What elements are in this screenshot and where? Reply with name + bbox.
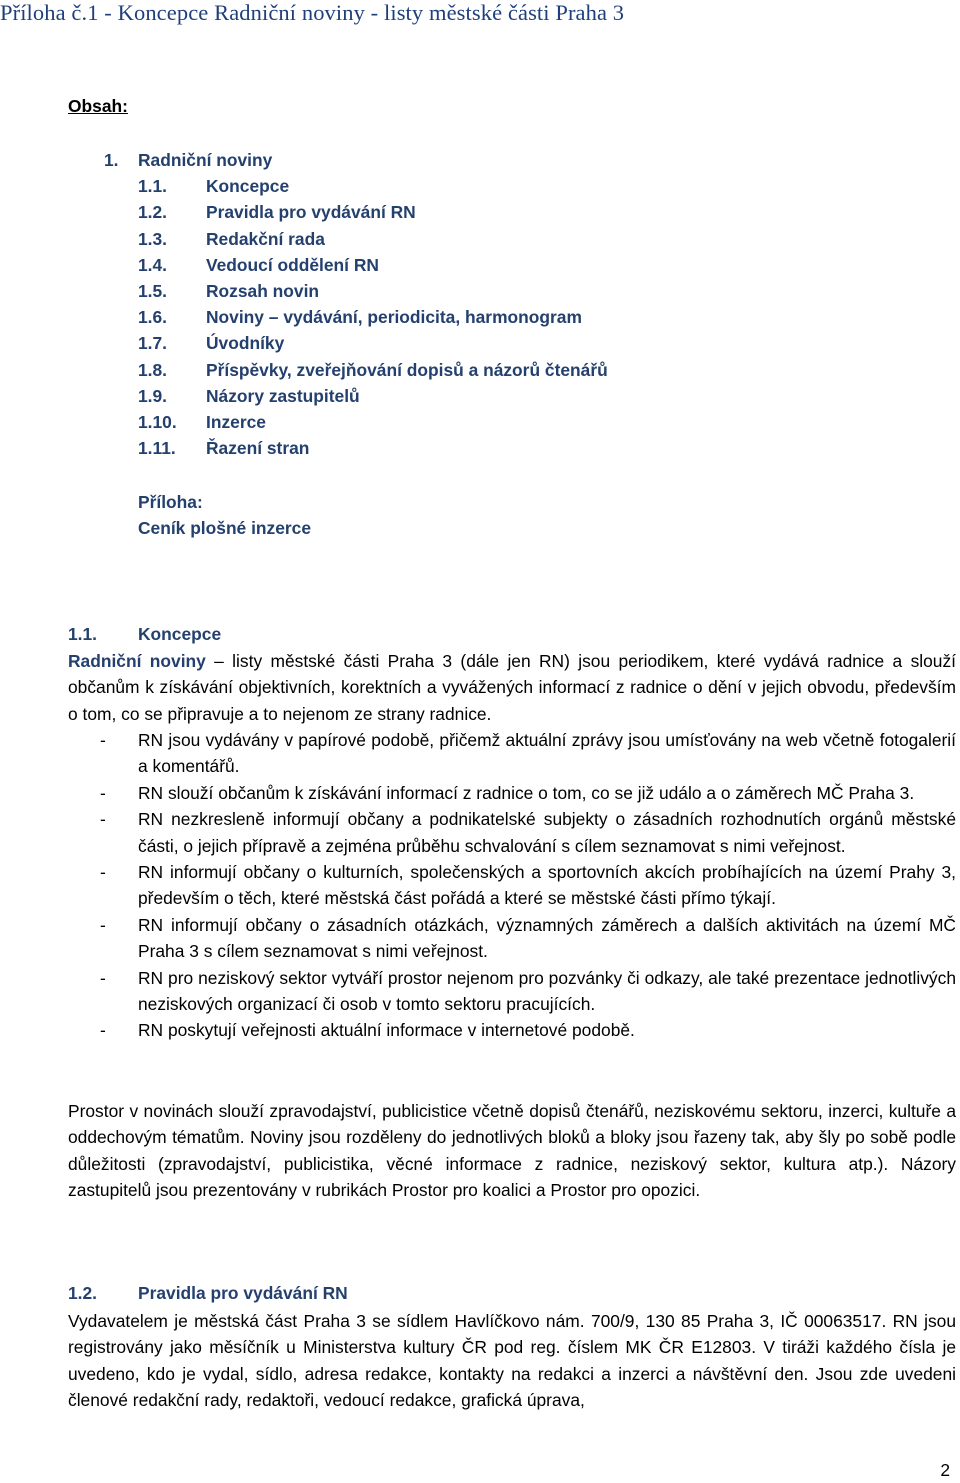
section-1-1-bullets [68,727,956,1044]
section-number: 1.2. [68,1283,98,1303]
bullet-item [68,727,956,780]
bullet-text: RN pro neziskový sektor vytváří prostor nejenom pro pozvánky či odkazy, ale také prezentace jednotlivých neziskových organizací či osob v tomto sektoru pracujících. [138,967,956,1015]
appendix-label: Příloha: [138,492,203,512]
toc-item-label: Názory zastupitelů [206,385,360,406]
toc-item-label: Redakční rada [206,228,325,249]
toc-item-number: 1.8. [138,359,168,380]
toc-item-label: Příspěvky, zveřejňování dopisů a názorů čtenářů [206,359,608,380]
section-number: 1.1. [68,624,98,644]
toc-item-number: 1.1. [138,176,168,197]
bullet-dash: - [100,809,106,830]
toc-item-label: Rozsah novin [206,281,320,301]
intro-rest: – listy městské části Praha 3 (dále jen RN) jsou periodikem, které vydává radnice a slouží občanům k získávání objektivních, korektních a vyvážených informací z radnice o dění v jejich obvodu, především o tom, co se připravuje a to nejenom ze strany radnice. [68,651,956,724]
document-header: Příloha č.1 - Koncepce Radniční noviny - listy městské části Praha 3 [0,0,625,25]
toc-item-number: 1. [104,150,119,170]
toc-item-number: 1.4. [138,254,168,275]
bullet-text: RN slouží občanům k získávání informací z radnice o tom, co se již událo a o záměrech MČ Praha 3. [138,782,915,803]
toc-item-number: 1.9. [138,385,168,406]
section-title: Pravidla pro vydávání RN [138,1283,348,1303]
toc-item-label: Pravidla pro vydávání RN [206,202,416,223]
bullet-text: RN poskytují veřejnosti aktuální informace v internetové podobě. [138,1020,635,1041]
bullet-item [68,806,956,859]
toc-item-label: Noviny – vydávání, periodicita, harmonogram [206,307,582,328]
toc-item-number: 1.7. [138,333,168,354]
section-title: Koncepce [138,624,222,644]
bullet-item [68,912,956,965]
appendix-item: Ceník plošné inzerce [138,518,311,538]
bullet-dash: - [100,862,106,883]
toc-title: Obsah: [68,96,128,116]
toc-item-label: Inzerce [206,412,266,432]
toc-item-number: 1.3. [138,228,168,249]
section-1-2-text: Vydavatelem je městská část Praha 3 se sídlem Havlíčkovo nám. 700/9, 130 85 Praha 3, IČ 00063517. RN jsou registrovány jako měsíčník u Ministerstva kultury ČR pod reg. číslem MK ČR E12803. V tiráži každého čísla je uvedeno, kdo je vydal, sídlo, adresa redakce, kontakty na redakci a inzerci a návštěvní den. Jsou zde uvedeni členové redakční rady, redaktoři, vedoucí redakce, grafická úprava, [68,1311,956,1411]
bullet-item [68,965,956,1018]
bullet-dash: - [100,967,106,988]
bullet-dash: - [100,782,106,803]
bullet-dash: - [100,1020,106,1041]
toc-item-label: Koncepce [206,176,290,197]
toc-item-number: 1.11. [138,438,176,459]
section-1-2-heading [68,1283,348,1304]
section-1-1-intro [68,648,956,727]
toc-item-number: 1.10. [138,412,177,432]
bullet-dash: - [100,730,106,750]
toc-item-label: Úvodníky [206,333,285,354]
bullet-text: RN jsou vydávány v papírové podobě, přičemž aktuální zprávy jsou umísťovány na web včetně fotogalerií a komentářů. [138,730,956,777]
bullet-text: RN informují občany o zásadních otázkách, významných záměrech a dalších aktivitách na území MČ Praha 3 s cílem seznamovat s nimi veřejnost. [138,914,956,962]
page-number: 2 [940,1460,950,1480]
toc-item-label: Vedoucí oddělení RN [206,254,379,275]
toc-item-number: 1.2. [138,202,168,223]
bullet-item [68,859,956,912]
bullet-dash: - [100,914,106,935]
bullet-text: RN informují občany o kulturních, společenských a sportovních akcích probíhajících na území Prahy 3, především o těch, které městská část pořádá a které se městské části přímo týkají. [138,862,956,909]
section-1-1-closing: Prostor v novinách slouží zpravodajství, publicistice včetně dopisů čtenářů, neziskovému sektoru, inzerci, kultuře a oddechovým tématům. Noviny jsou rozděleny do jednotlivých bloků a bloky jsou řazeny tak, aby šly po sobě podle důležitosti (zpravodajství, publicistika, věcné informace z radnice, neziskový sektor, kultura atp.). Názory zastupitelů jsou prezentovány v rubrikách Prostor pro koalici a Prostor pro opozici. [68,1101,956,1201]
toc-item-label: Řazení stran [206,438,310,459]
intro-lead: Radniční noviny [68,651,206,671]
bullet-text: RN nezkresleně informují občany a podnikatelské subjekty o zásadních rozhodnutích orgánů městské části, o jejich přípravě a zejména průběhu schvalování s cílem seznamovat s nimi veřejnost. [138,809,956,856]
toc-item-label: Radniční noviny [138,150,273,170]
bullet-item [68,780,956,806]
bullet-item [68,1017,956,1043]
toc-item-number: 1.5. [138,281,168,301]
section-1-1-heading [68,624,222,645]
toc-item-number: 1.6. [138,307,168,328]
